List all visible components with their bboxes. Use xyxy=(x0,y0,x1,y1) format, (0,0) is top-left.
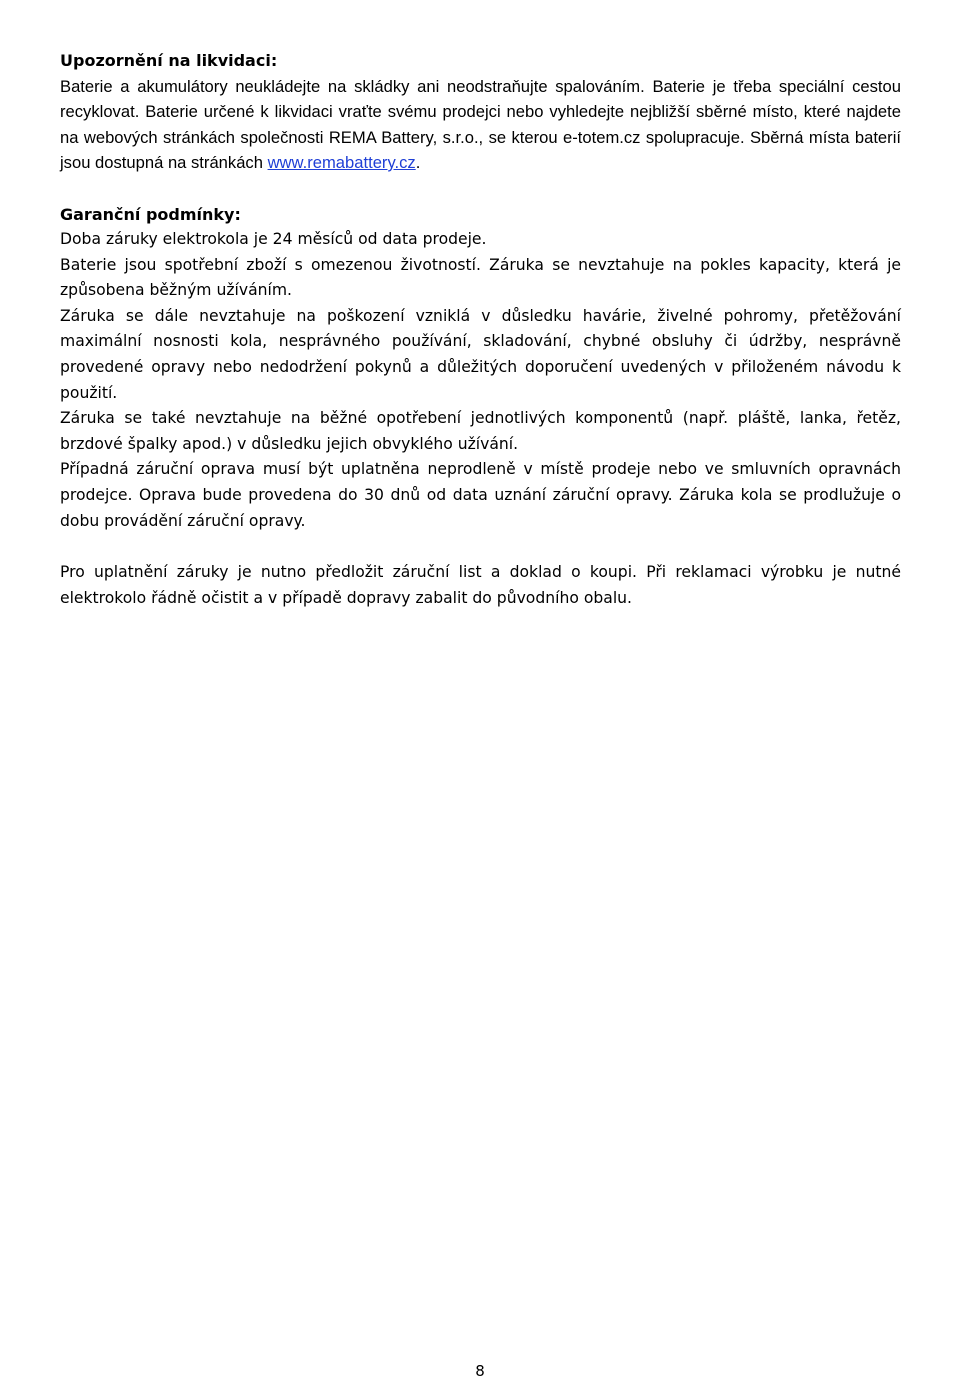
exclusions-paragraph: Záruka se dále nevztahuje na poškození vzniklá v důsledku havárie, živelné pohromy, přetěžování maximální nosnosti kola, nesprávného používání, skladování, chybné obsluhy či údržby, nesprávně provedené opravy nebo nedodržení pokynů a důležitých doporučení uvedených v přiloženém návodu k použití. xyxy=(60,306,901,402)
warranty-heading: Garanční podmínky: xyxy=(60,204,241,224)
warranty-period-paragraph: Doba záruky elektrokola je 24 měsíců od data prodeje. xyxy=(60,230,487,248)
page-number: 8 xyxy=(475,1362,485,1380)
disposal-text-end: . xyxy=(415,153,421,172)
repair-paragraph: Případná záruční oprava musí být uplatněna neprodleně v místě prodeje nebo ve smluvních opravnách prodejce. Oprava bude provedena do 30 dnů od data uznání záruční opravy. Záruka kola se prodlužuje o dobu provádění záruční opravy. xyxy=(60,460,901,530)
remabattery-link[interactable]: www.remabattery.cz xyxy=(267,153,416,172)
section-spacer xyxy=(60,176,901,202)
disposal-heading: Upozornění na likvidaci: xyxy=(60,51,278,70)
disposal-section xyxy=(60,48,901,176)
paragraph-spacer xyxy=(60,534,901,560)
battery-paragraph: Baterie jsou spotřební zboží s omezenou životností. Záruka se nevztahuje na pokles kapacity, která je způsobena běžným užíváním. xyxy=(60,255,901,300)
disposal-paragraph xyxy=(60,74,901,176)
document-page xyxy=(60,48,901,611)
claim-paragraph: Pro uplatnění záruky je nutno předložit záruční list a doklad o koupi. Při reklamaci výrobku je nutné elektrokolo řádně očistit a v případě dopravy zabalit do původního obalu. xyxy=(60,563,901,607)
warranty-section xyxy=(60,202,901,612)
wear-paragraph: Záruka se také nevztahuje na běžné opotřebení jednotlivých komponentů (např. pláště, lanka, řetěz, brzdové špalky apod.) v důsledku jejich obvyklého užívání. xyxy=(60,409,901,453)
disposal-text: Baterie a akumulátory neukládejte na skládky ani neodstraňujte spalováním. Baterie je třeba speciální cestou recyklovat. Baterie určené k likvidaci vraťte svému prodejci nebo vyhledejte nejbližší sběrné místo, které najdete na webových stránkách společnosti REMA Battery, s.r.o., se kterou e-totem.cz spolupracuje. Sběrná místa baterií jsou dostupná na stránkách xyxy=(60,76,901,172)
